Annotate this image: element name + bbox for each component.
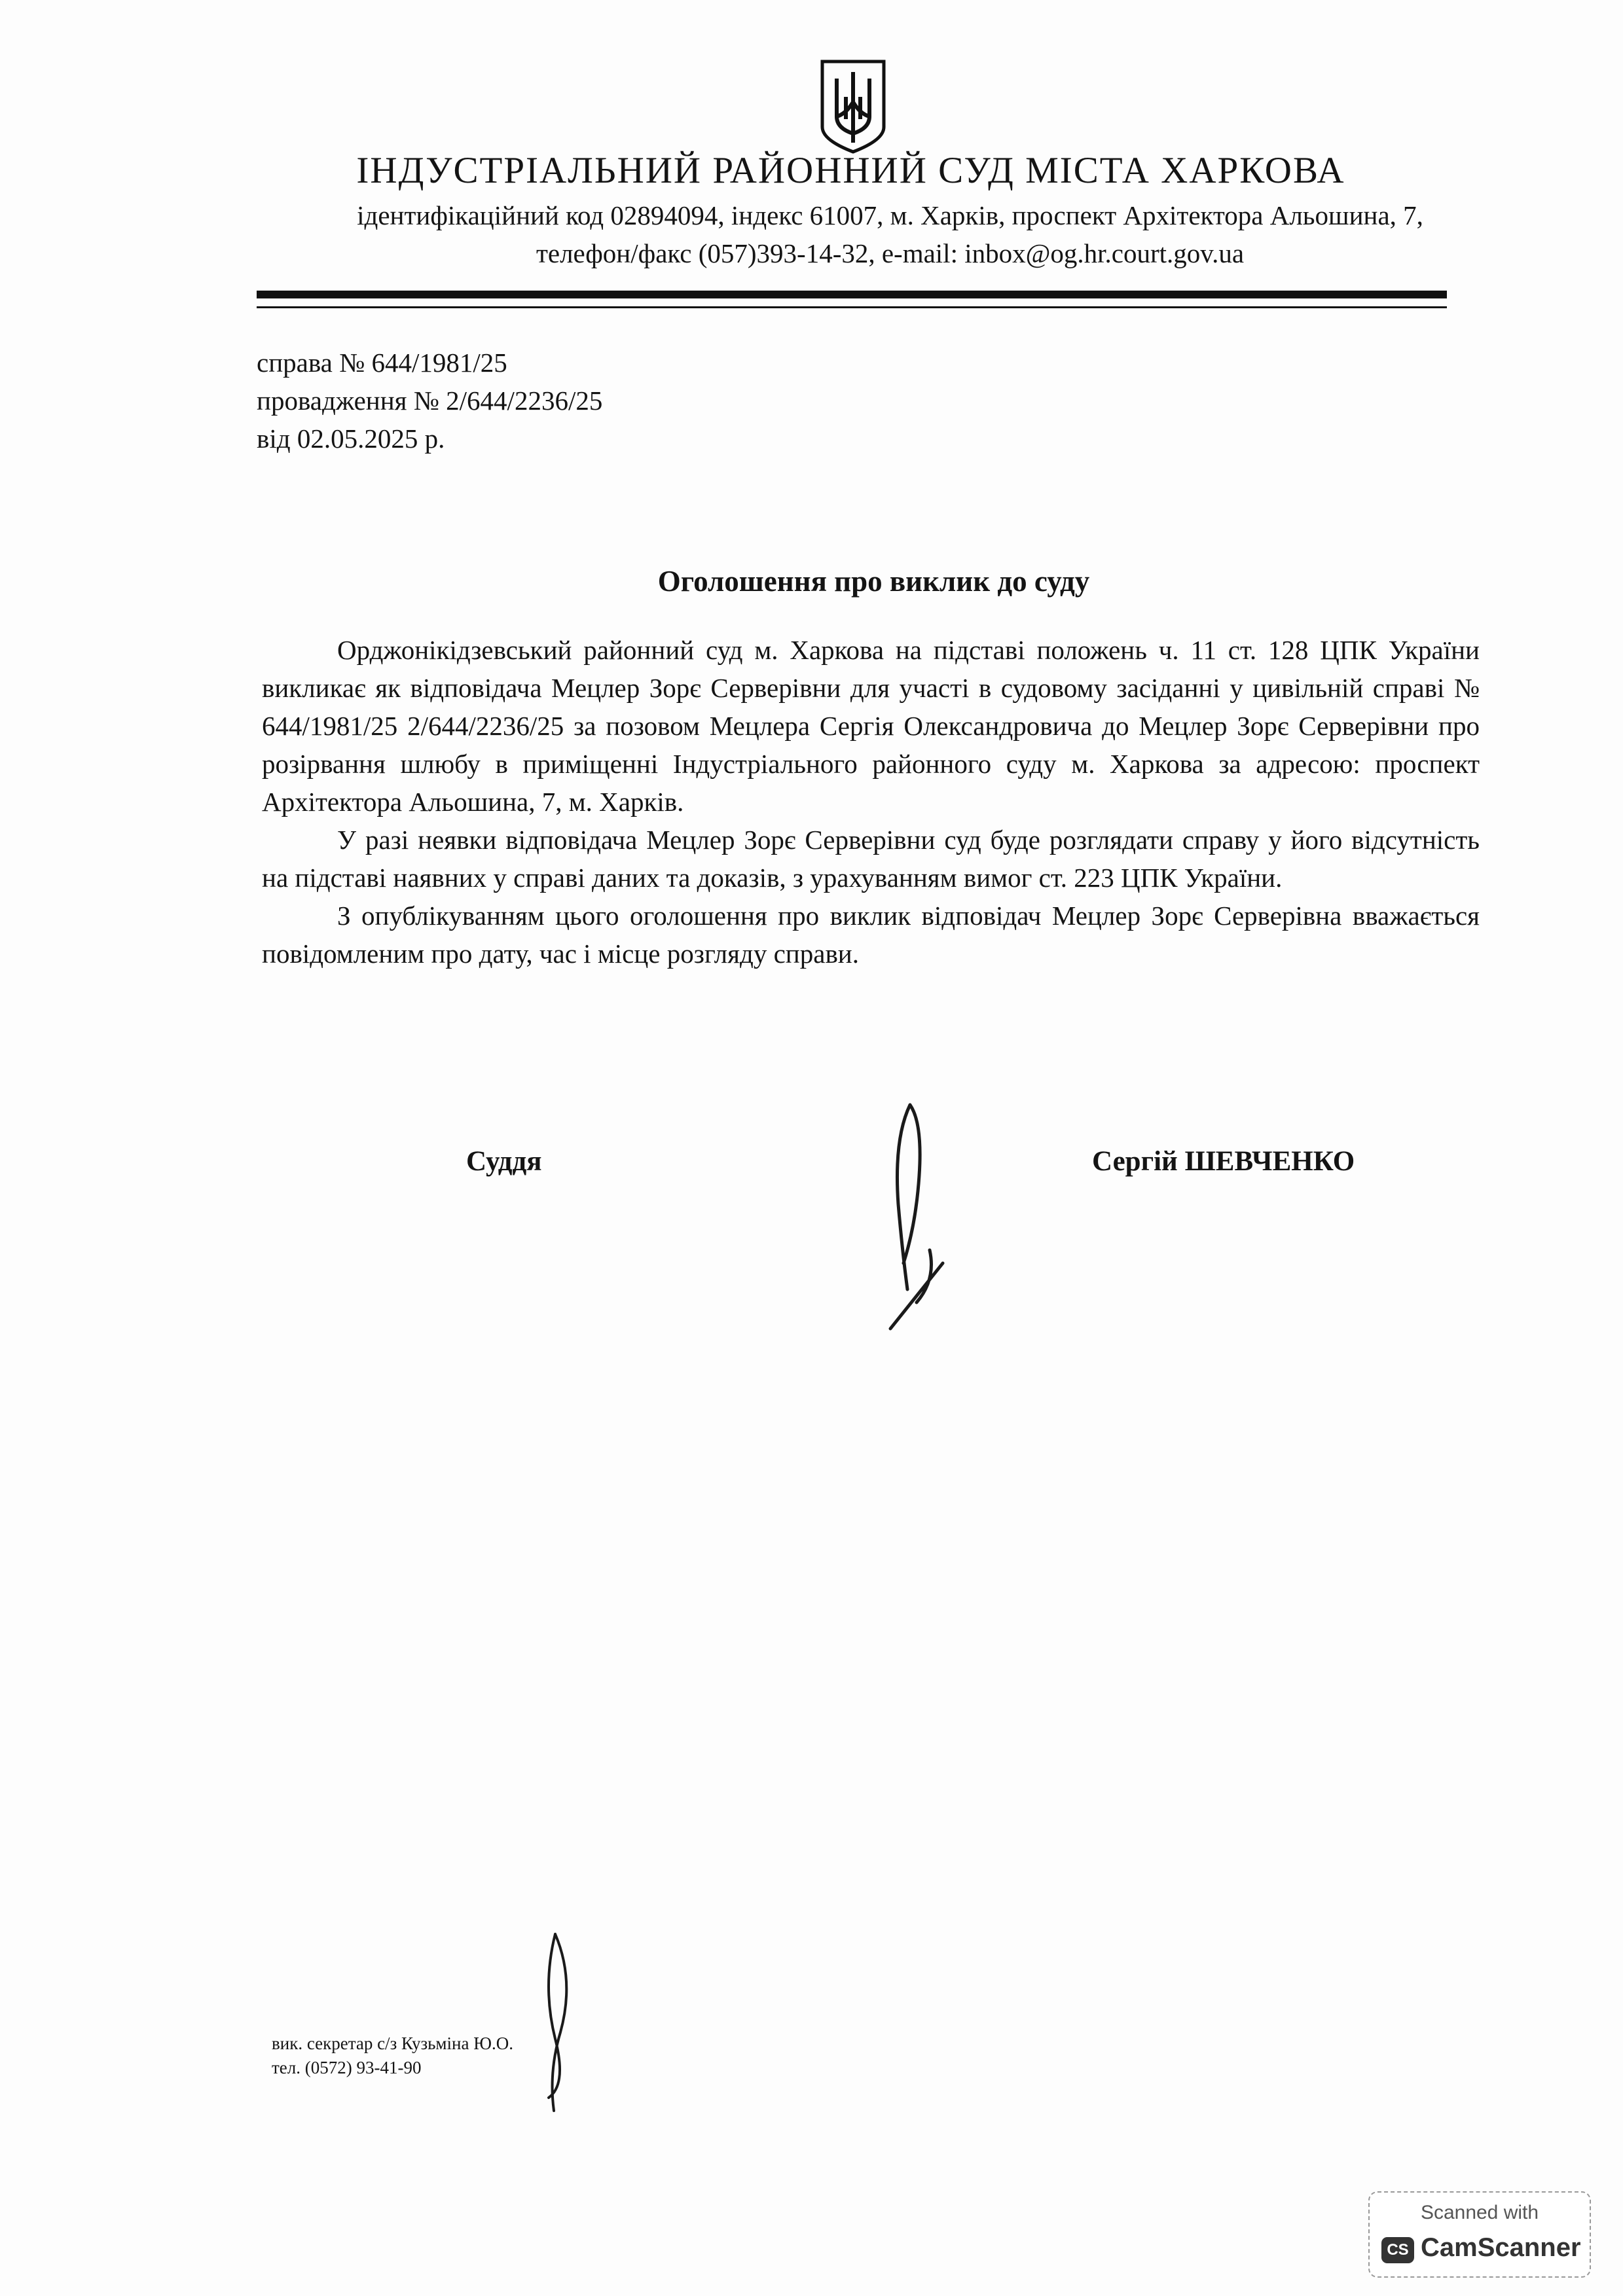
case-number: справа № 644/1981/25 [257,348,507,378]
watermark-brand: CamScanner [1421,2233,1581,2262]
body-paragraph: Орджонікідзевський районний суд м. Харкова на підставі положень ч. 11 ст. 128 ЦПК України викликає як відповідача Мецлер Зорє Серверівни для участі в судовому засіданні у цивільній справі № 644/1981/25 2/644/2236/25 за позовом Мецлера Сергія Олександровича до Мецлер Зорє Серверівни про розірвання шлюбу в приміщенні Індустріального районного суду м. Харкова за адресою: проспект Архітектора Альошина, 7, м. Харків. [262,635,1480,817]
footer-contact [272,2032,513,2080]
camscanner-logo-icon: CS [1381,2237,1414,2263]
watermark-caption: Scanned with [1420,2202,1539,2223]
proceeding-number: провадження № 2/644/2236/25 [257,386,603,416]
document-body [262,631,1480,973]
header-divider-thin [257,306,1447,308]
body-paragraph: З опублікуванням цього оголошення про виклик відповідач Мецлер Зорє Серверівна вважається повідомленим про дату, час і місце розгляду справи. [262,901,1480,969]
document-title: Оголошення про виклик до суду [657,565,1090,598]
judge-role: Суддя [466,1146,542,1177]
secretary-phone: тел. (0572) 93-41-90 [272,2058,422,2077]
trident-emblem-icon [817,56,889,154]
judge-signature [864,1100,969,1342]
camscanner-watermark [1368,2191,1591,2278]
case-meta [257,344,602,457]
judge-name: Сергій ШЕВЧЕНКО [1092,1146,1355,1177]
court-contact-info [0,196,1623,272]
court-name: ІНДУСТРІАЛЬНИЙ РАЙОННИЙ СУД МІСТА ХАРКОВА [356,150,1345,191]
court-info-line: телефон/факс (057)393-14-32, e-mail: inbox@og.hr.court.gov.ua [536,238,1245,268]
secretary-name: вик. секретар с/з Кузьміна Ю.О. [272,2034,513,2053]
court-info-line: ідентифікаційний код 02894094, індекс 61007, м. Харків, проспект Архітектора Альошина, 7, [357,200,1423,230]
header-divider-thick [257,291,1447,298]
body-paragraph: У разі неявки відповідача Мецлер Зорє Серверівни суд буде розглядати справу у його відсутність на підставі наявних у справі даних та доказів, з урахуванням вимог ст. 223 ЦПК України. [262,825,1480,893]
secretary-signature [529,1928,581,2117]
document-date: від 02.05.2025 р. [257,423,445,454]
